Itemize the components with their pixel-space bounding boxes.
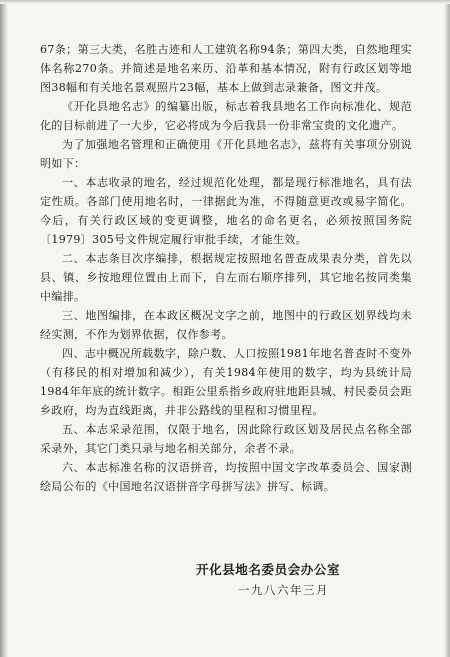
- paragraph-note-6: 六、本志标准名称的汉语拼音，均按照中国文字改革委员会、国家测绘局公布的《中国地名汉语拼音字母拼写法》拼写、标调。: [40, 461, 412, 493]
- paragraph-note-5: 五、本志采录范围，仅限于地名，因此除行政区划及居民点名称全部采录外，其它门类只录与地名相关部分，余者不录。: [40, 423, 412, 455]
- signature-office: 开化县地名委员会办公室: [196, 562, 341, 577]
- paragraph-note-3: 三、地图编排，在本政区概况文字之前，地图中的行政区划界线均未经实测，不作为划界依据，仅作参考。: [40, 309, 412, 341]
- scan-shadow-right: [444, 0, 450, 657]
- paragraph-intro-notes: 为了加强地名管理和正确使用《开化县地名志》，兹将有关事项分别说明如下：: [40, 138, 412, 170]
- scan-shadow-left: [0, 0, 8, 657]
- signature-date: 一九八六年三月: [238, 583, 329, 597]
- paragraph-note-1: 一、本志收录的地名，经过规范化处理，都是现行标准地名，具有法定性质。各部门使用地名时，一律据此为准，不得随意更改或易字简化。今后，有关行政区域的变更调整，地名的命名更名，必须按照国务院〔1979〕305号文件规定履行审批手续，才能生效。: [40, 176, 412, 246]
- paragraph-note-2: 二、本志条目次序编排，根据规定按照地名普查成果表分类，首先以县、镇、乡按地理位置由上而下，自左而右顺序排列，其它地名按同类集中编排。: [40, 252, 412, 303]
- body-text: [40, 40, 412, 496]
- paragraph-note-4: 四、志中概况所载数字，除户数、人口按照1981年地名普查时不变外（有移民的相对增加和减少），有关1984年使用的数字，均为县统计局1984年年底的统计数字。相距公里系指乡政府驻地距县城、村民委员会距乡政府，均为直线距离，并非公路线的里程和习惯里程。: [40, 347, 412, 417]
- paragraph-continuation: 67条；第三大类，名胜古迹和人工建筑名称94条；第四大类，自然地理实体名称270条。并简述是地名来历、沿革和基本情况，附有行政区划等地图38幅和有关地名景观照片23幅，基本上做到志录兼备，图文并茂。: [40, 43, 412, 94]
- scan-shadow-top: [0, 0, 450, 4]
- paragraph-significance: 《开化县地名志》的编纂出版，标志着我县地名工作向标准化、规范化的目标前进了一大步，它必将成为今后我县一份非常宝贵的文化遗产。: [40, 100, 412, 132]
